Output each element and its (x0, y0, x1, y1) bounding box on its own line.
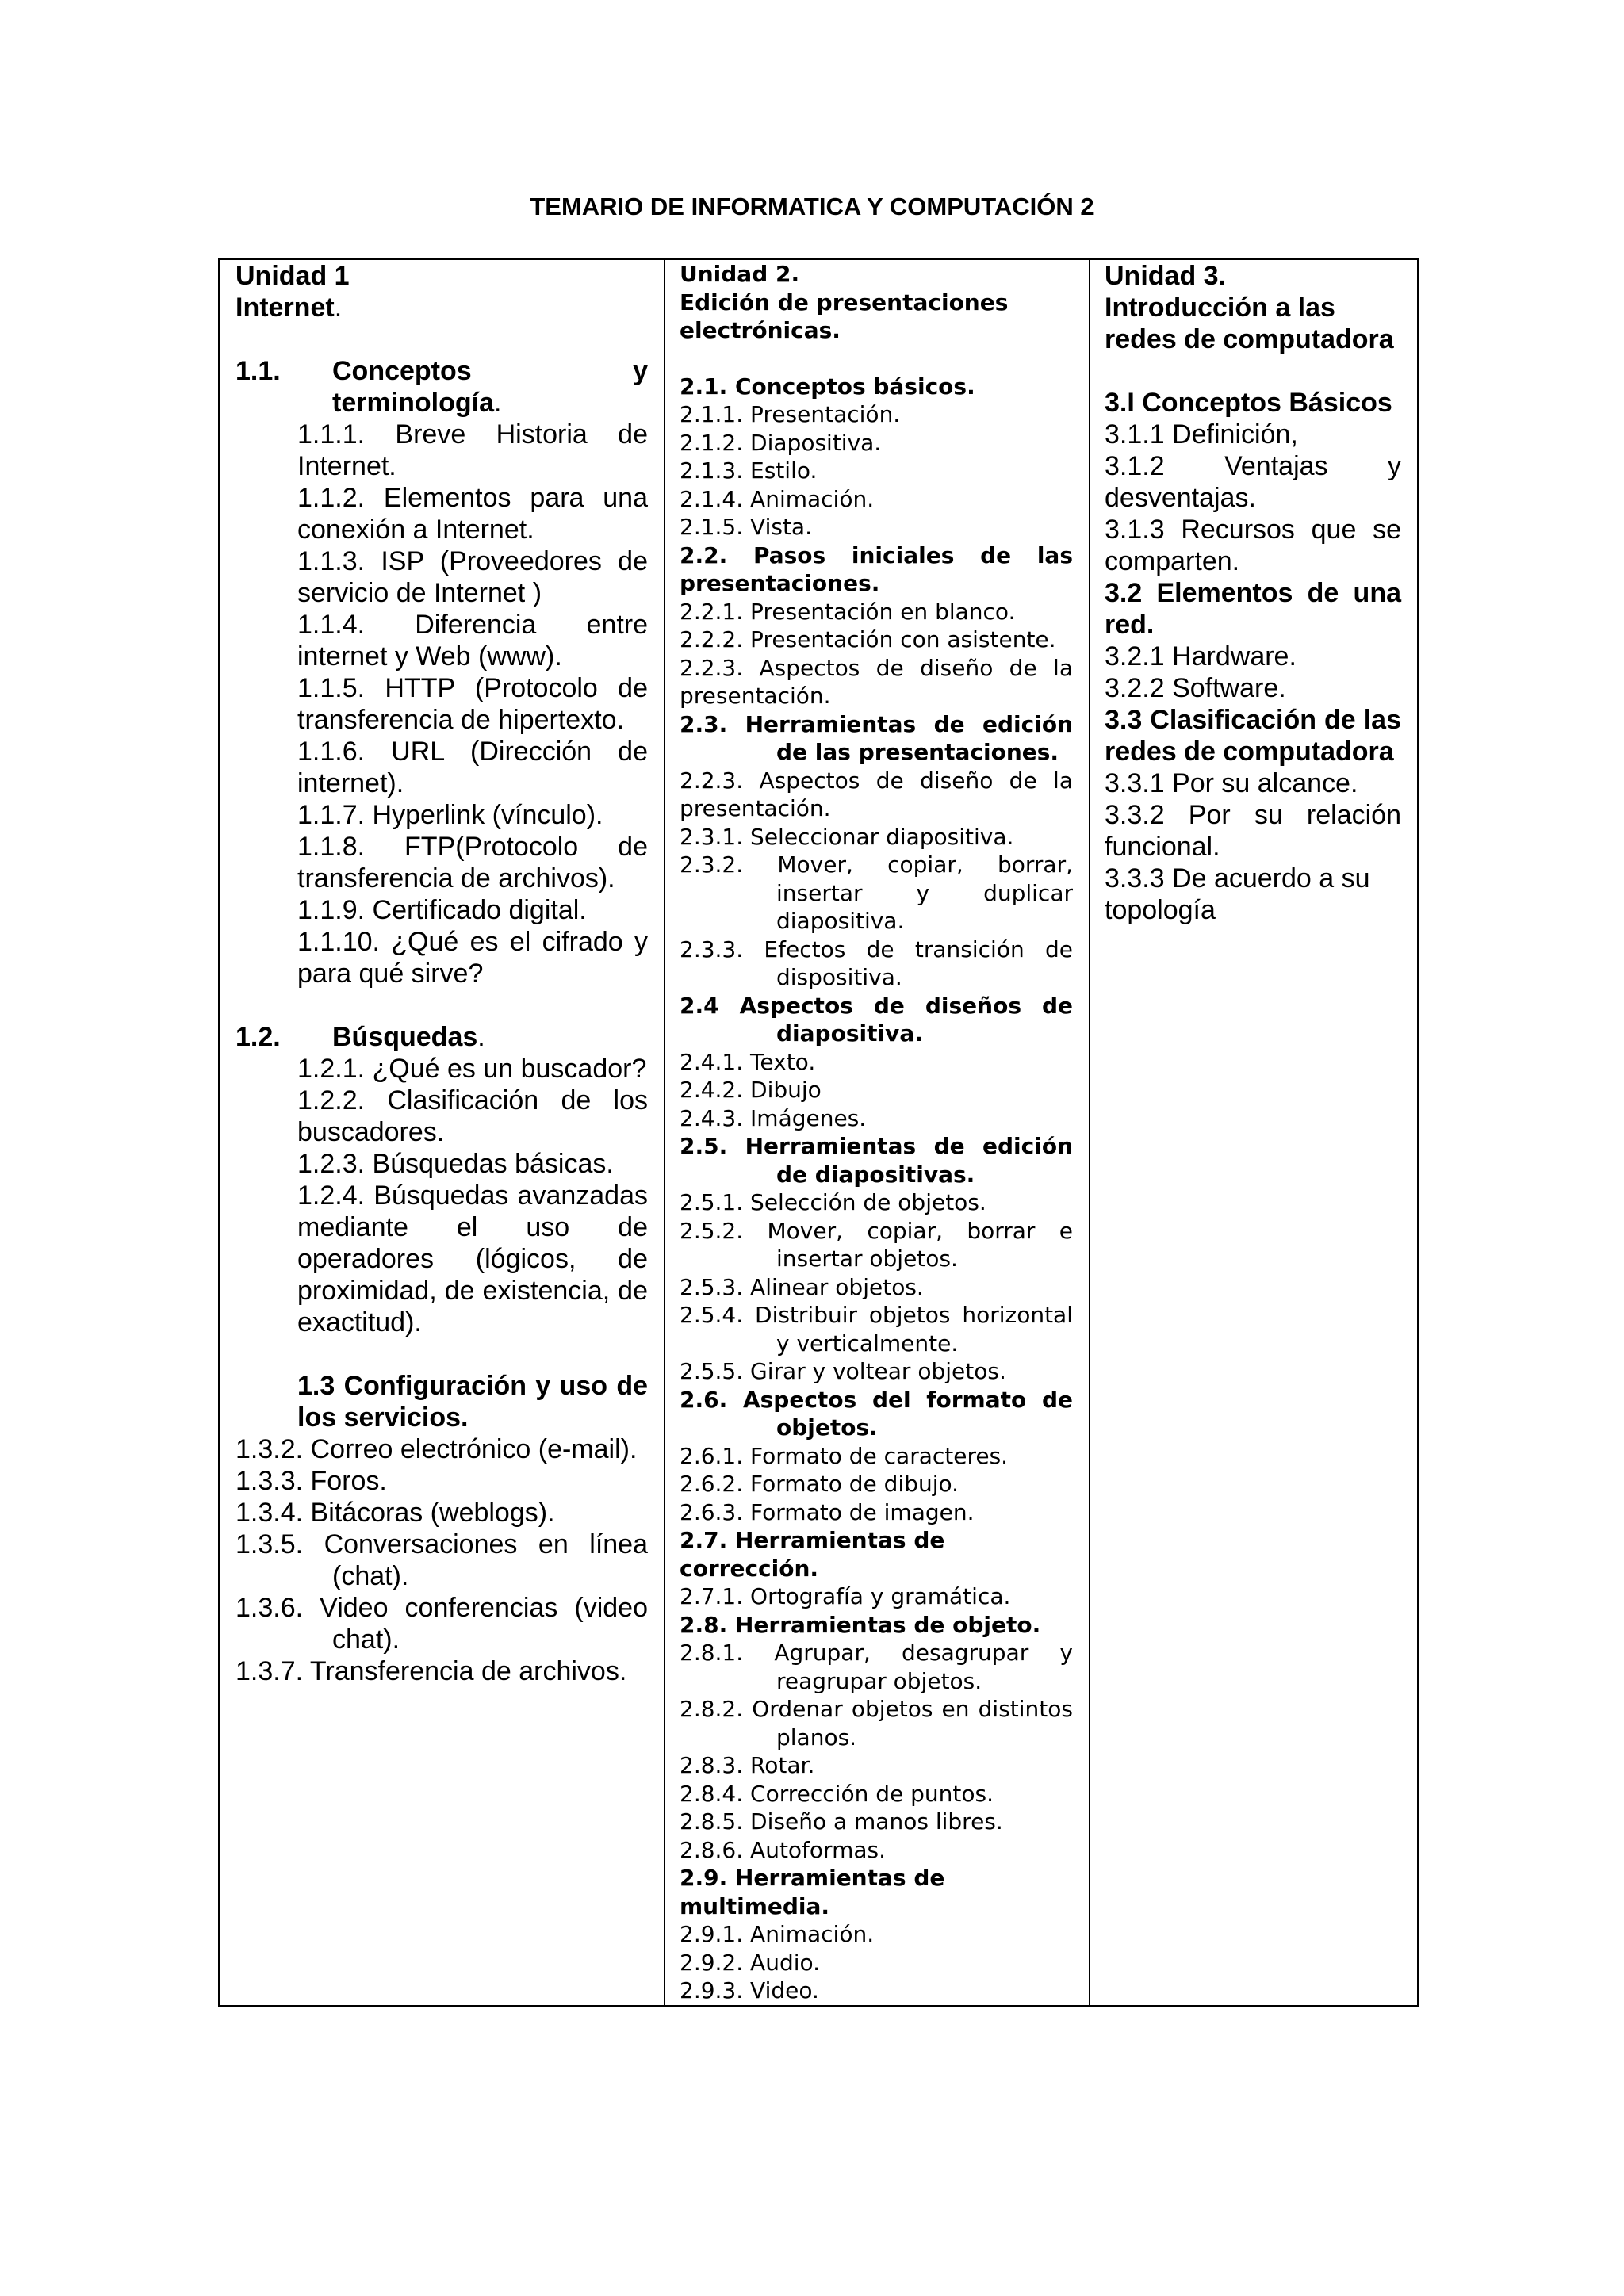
topic-item: 2.2.3. Aspectos de diseño de la presentación. (680, 767, 1073, 821)
section-dot: . (494, 388, 502, 418)
section-heading: 2.9. Herramientas de multimedia. (680, 1865, 945, 1919)
topic-item: 3.1.1 Definición, (1105, 419, 1298, 450)
topic-item: 1.1.3. ISP (Proveedores de servicio de Internet ) (297, 546, 648, 608)
topic-item: 2.6.3. Formato de imagen. (680, 1498, 975, 1525)
topic-item: 2.7.1. Ortografía y gramática. (680, 1583, 1011, 1609)
topic-item: 3.1.2 Ventajas y desventajas. (1105, 451, 1401, 513)
unit1-subject-dot: . (334, 293, 343, 323)
topic-item: 1.3.6. Video conferencias (video chat). (236, 1593, 648, 1655)
unit3-subject: Introducción a las redes de computadora (1105, 293, 1394, 354)
section-1-3-items (236, 1433, 648, 1687)
topic-item: 2.5.2. Mover, copiar, borrar e insertar objetos. (680, 1217, 1073, 1272)
topic-item: 2.5.3. Alinear objetos. (680, 1273, 924, 1300)
topic-item: 2.2.2. Presentación con asistente. (680, 626, 1056, 652)
topic-item: 2.2.3. Aspectos de diseño de la presentación. (680, 654, 1073, 709)
unit3-cell (1090, 259, 1418, 2006)
topic-item: 1.3.5. Conversaciones en línea (chat). (236, 1529, 648, 1591)
section-heading: 3.3 Clasificación de las redes de computadora (1105, 705, 1401, 767)
topic-item: 1.1.7. Hyperlink (vínculo). (297, 800, 603, 830)
topic-item: 1.1.4. Diferencia entre internet y Web (www). (297, 610, 648, 672)
topic-item: 2.3.1. Seleccionar diapositiva. (680, 823, 1014, 850)
topic-item: 2.8.2. Ordenar objetos en distintos planos. (680, 1696, 1073, 1751)
unit3-content (1090, 260, 1417, 926)
section-1-3-heading: 1.3 Configuración y uso de los servicios. (297, 1371, 648, 1433)
topic-item: 2.1.2. Diapositiva. (680, 429, 882, 456)
unit2-cell (665, 259, 1090, 2006)
topic-item: 3.1.3 Recursos que se comparten. (1105, 515, 1401, 576)
topic-item: 1.1.6. URL (Dirección de internet). (297, 737, 648, 798)
topic-item: 2.5.5. Girar y voltear objetos. (680, 1358, 1006, 1384)
unit1-content (220, 260, 664, 1687)
topic-item: 2.8.1. Agrupar, desagrupar y reagrupar objetos. (680, 1640, 1073, 1694)
topic-item: 2.8.6. Autoformas. (680, 1836, 886, 1863)
section-heading: 3.I Conceptos Básicos (1105, 388, 1392, 418)
topic-item: 1.3.7. Transferencia de archivos. (236, 1656, 627, 1686)
section-heading: 2.5. Herramientas de edición de diapositivas. (680, 1133, 1073, 1188)
topic-item: 1.2.2. Clasificación de los buscadores. (297, 1085, 648, 1147)
unit1-cell (219, 259, 665, 2006)
section-heading: 3.2 Elementos de una red. (1105, 578, 1401, 640)
topic-item: 2.3.2. Mover, copiar, borrar, insertar y duplicar diapositiva. (680, 851, 1073, 934)
section-1-2-heading (236, 1021, 648, 1053)
unit2-topic-list (680, 373, 1073, 2005)
section-heading: 2.1. Conceptos básicos. (680, 373, 975, 400)
section-heading: 2.4 Aspectos de diseños de diapositiva. (680, 992, 1073, 1047)
unit1-subject-label: Internet (236, 293, 335, 323)
unit3-topic-list (1105, 387, 1401, 926)
topic-item: 3.3.2 Por su relación funcional. (1105, 800, 1401, 862)
topic-item: 1.1.10. ¿Qué es el cifrado y para qué sirve? (297, 927, 648, 989)
topic-item: 2.9.1. Animación. (680, 1921, 875, 1947)
section-1-1-items (236, 419, 648, 989)
topic-item: 1.3.2. Correo electrónico (e-mail). (236, 1434, 638, 1464)
topic-item: 3.3.1 Por su alcance. (1105, 768, 1358, 798)
topic-item: 2.4.3. Imágenes. (680, 1104, 867, 1131)
topic-item: 2.4.2. Dibujo (680, 1077, 822, 1103)
section-heading: 2.3. Herramientas de edición de las presentaciones. (680, 710, 1073, 765)
topic-item: 2.1.4. Animación. (680, 485, 875, 512)
topic-item: 2.6.2. Formato de dibujo. (680, 1471, 959, 1497)
topic-item: 1.3.3. Foros. (236, 1466, 387, 1496)
topic-item: 1.2.3. Búsquedas básicas. (297, 1149, 614, 1179)
topic-item: 1.2.1. ¿Qué es un buscador? (297, 1054, 647, 1084)
section-heading: 2.8. Herramientas de objeto. (680, 1611, 1041, 1638)
topic-item: 2.1.1. Presentación. (680, 401, 901, 427)
unit2-header: Unidad 2. (680, 261, 800, 287)
topic-item: 2.2.1. Presentación en blanco. (680, 598, 1016, 625)
topic-item: 1.1.2. Elementos para una conexión a Internet. (297, 483, 648, 545)
topic-item: 1.1.1. Breve Historia de Internet. (297, 419, 648, 481)
section-1-2-items (236, 1053, 648, 1338)
topic-item: 2.9.2. Audio. (680, 1949, 821, 1976)
section-heading: 2.2. Pasos iniciales de las presentaciones. (680, 541, 1073, 596)
topic-item: 1.2.4. Búsquedas avanzadas mediante el uso de operadores (lógicos, de proximidad, de existencia, de exactitud). (297, 1181, 648, 1337)
topic-item: 2.8.5. Diseño a manos libres. (680, 1808, 1003, 1835)
section-heading: 2.7. Herramientas de corrección. (680, 1527, 945, 1582)
unit2-subject: Edición de presentaciones electrónicas. (680, 289, 1009, 343)
unit1-subject (236, 292, 648, 323)
section-heading: 2.6. Aspectos del formato de objetos. (680, 1386, 1073, 1441)
section-title: Conceptos y terminología (332, 356, 648, 418)
topic-item: 2.4.1. Texto. (680, 1048, 816, 1075)
topic-item: 2.5.4. Distribuir objetos horizontal y verticalmente. (680, 1302, 1073, 1357)
topic-item: 1.1.5. HTTP (Protocolo de transferencia de hipertexto. (297, 673, 648, 735)
section-dot: . (477, 1022, 485, 1052)
topic-item: 2.1.5. Vista. (680, 514, 812, 540)
topic-item: 1.1.8. FTP(Protocolo de transferencia de archivos). (297, 832, 648, 894)
topic-item: 2.8.4. Corrección de puntos. (680, 1780, 994, 1807)
topic-item: 3.3.3 De acuerdo a su topología (1105, 863, 1370, 925)
topic-item: 2.8.3. Rotar. (680, 1752, 815, 1778)
topic-item: 3.2.1 Hardware. (1105, 641, 1297, 672)
topic-item: 2.5.1. Selección de objetos. (680, 1189, 986, 1215)
unit2-content (665, 260, 1089, 2005)
topic-item: 2.1.3. Estilo. (680, 457, 818, 484)
topic-item: 2.3.3. Efectos de transición de dispositiva. (680, 936, 1073, 990)
topic-item: 1.3.4. Bitácoras (weblogs). (236, 1498, 555, 1528)
unit1-header: Unidad 1 (236, 261, 350, 291)
syllabus-table (218, 258, 1419, 2007)
unit3-header: Unidad 3. (1105, 261, 1227, 291)
section-number: 1.2. (236, 1022, 281, 1052)
section-number: 1.1. (236, 356, 281, 386)
topic-item: 2.9.3. Video. (680, 1977, 819, 2003)
section-1-1-heading (236, 355, 648, 419)
topic-item: 2.6.1. Formato de caracteres. (680, 1442, 1009, 1469)
topic-item: 3.2.2 Software. (1105, 673, 1286, 703)
section-title: Búsquedas (332, 1022, 478, 1052)
topic-item: 1.1.9. Certificado digital. (297, 895, 587, 925)
document-title: TEMARIO DE INFORMATICA Y COMPUTACIÓN 2 (530, 193, 1094, 220)
